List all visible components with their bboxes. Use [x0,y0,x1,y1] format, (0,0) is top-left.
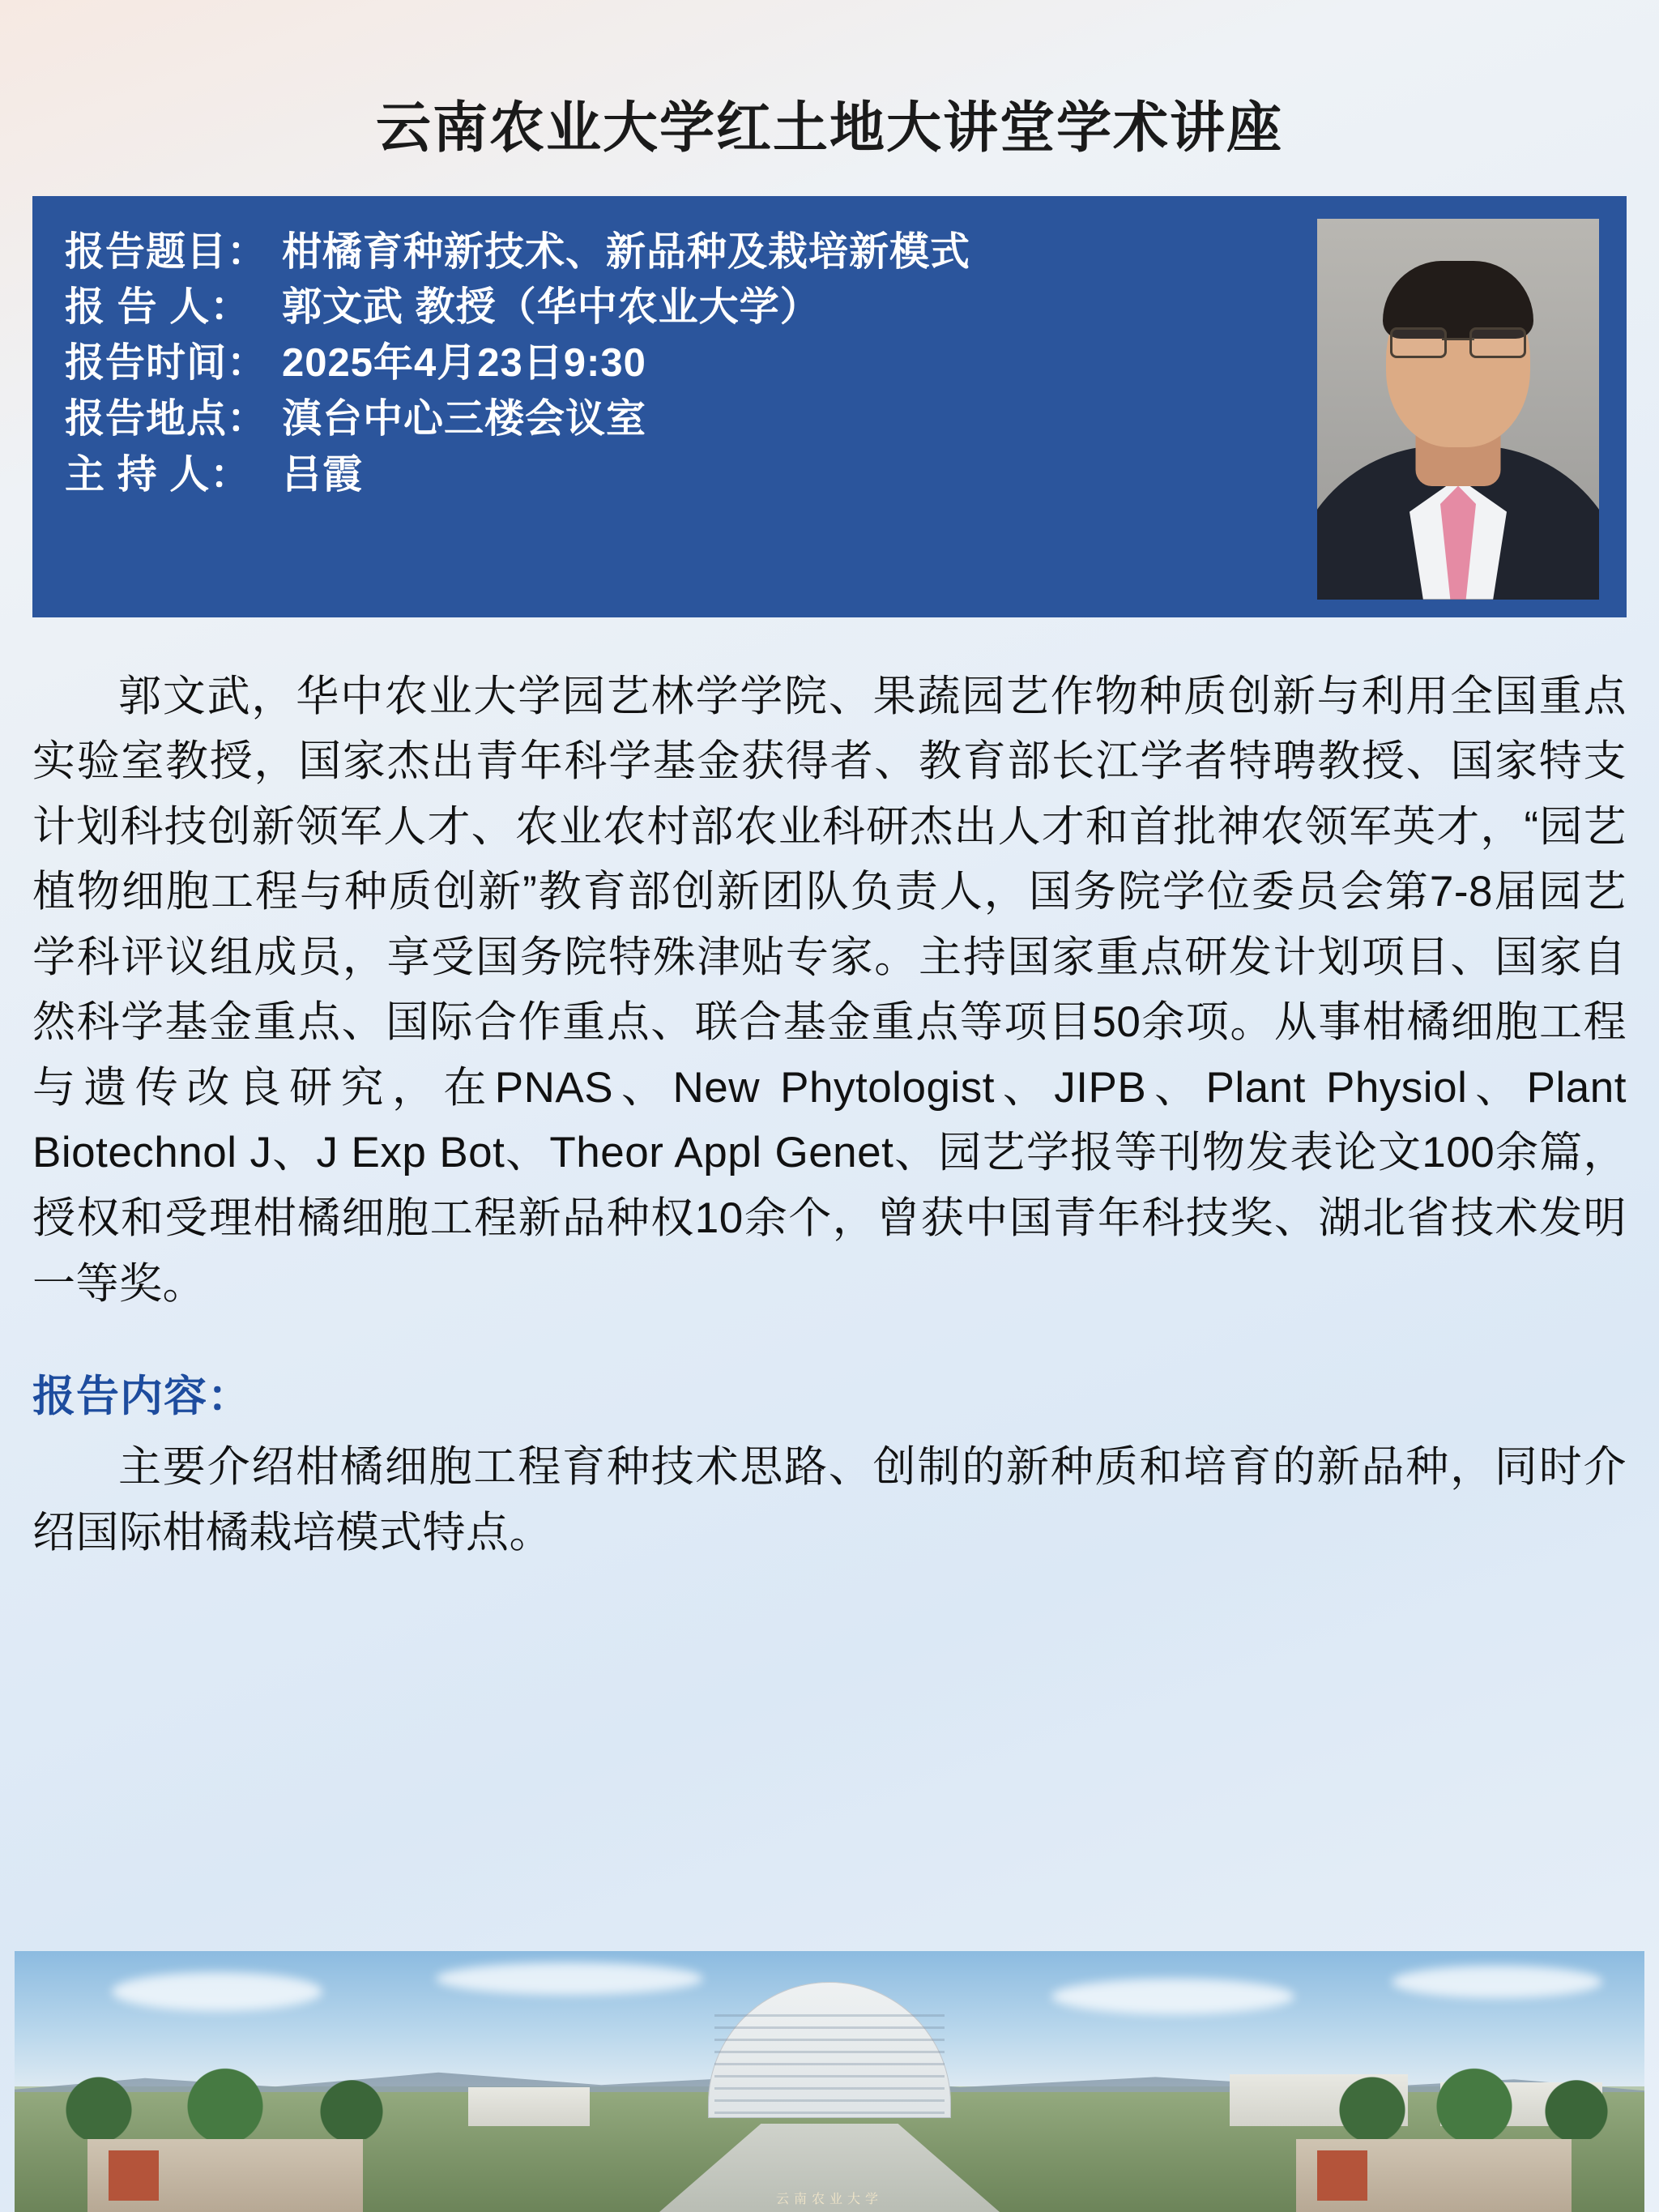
glasses-icon [1388,324,1528,357]
info-row-host [65,453,970,497]
photo-trees [1304,2066,1644,2139]
photo-cloud [1392,1966,1602,1998]
glasses-bridge [1442,338,1474,340]
photo-cloud [436,1962,703,1995]
info-label-time: 报告时间： [65,341,268,386]
lecture-info-banner [32,196,1627,617]
lecture-info-list [65,225,970,601]
info-row-venue [65,397,970,442]
info-label-topic: 报告题目： [65,229,268,274]
info-value-time: 2025年4月23日9:30 [282,341,646,386]
campus-photo-caption: 云南农业大学 [775,2193,884,2206]
info-row-topic [65,230,970,275]
content-section-heading: 报告内容： [32,1373,251,1421]
info-row-time [65,341,970,386]
photo-stone-wall [87,2139,363,2212]
info-value-topic: 柑橘育种新技术、新品种及栽培新模式 [282,229,971,274]
content-section-paragraph: 主要介绍柑橘细胞工程育种技术思路、创制的新种质和培育的新品种，同时介绍国际柑橘栽培模式特点。 [32,1443,1627,1557]
photo-cloud [1051,1979,1294,2014]
page-title: 云南农业大学红土地大讲堂学术讲座 [375,97,1283,159]
photo-trees [15,2066,436,2139]
campus-photo [15,1951,1644,2212]
info-row-speaker [65,285,970,330]
photo-side-building [468,2087,590,2126]
info-label-venue: 报告地点： [65,397,268,442]
info-value-venue: 滇台中心三楼会议室 [282,397,647,442]
info-label-speaker: 报 告 人： [65,285,251,330]
speaker-portrait-photo [1317,219,1599,600]
photo-stone-wall [1296,2139,1572,2212]
photo-cloud [112,1972,322,2011]
info-label-host: 主 持 人： [65,453,251,497]
info-value-host: 吕霞 [282,453,364,497]
info-value-speaker: 郭文武 教授（华中农业大学） [282,285,821,330]
speaker-bio-paragraph: 郭文武，华中农业大学园艺林学学院、果蔬园艺作物种质创新与利用全国重点实验室教授，国家杰出青年科学基金获得者、教育部长江学者特聘教授、国家特支计划科技创新领军人才、农业农村部农业科研杰出人才和首批神农领军英才，“园艺植物细胞工程与种质创新”教育部创新团队负责人，国务院学位委员会第7-8届园艺学科评议组成员，享受国务院特殊津贴专家。主持国家重点研发计划项目、国家自然科学基金重点、国际合作重点、联合基金重点等项目50余项。从事柑橘细胞工程与遗传改良研究，在PNAS、New Phytologist、JIPB、Plant Physiol、Plant Biotechnol J、J Exp Bot、Theor Appl Genet、园艺学报等刊物发表论文100余篇，授权和受理柑橘细胞工程新品种权10余个，曾获中国青年科技奖、湖北省技术发明一等奖。 [32,672,1627,1308]
